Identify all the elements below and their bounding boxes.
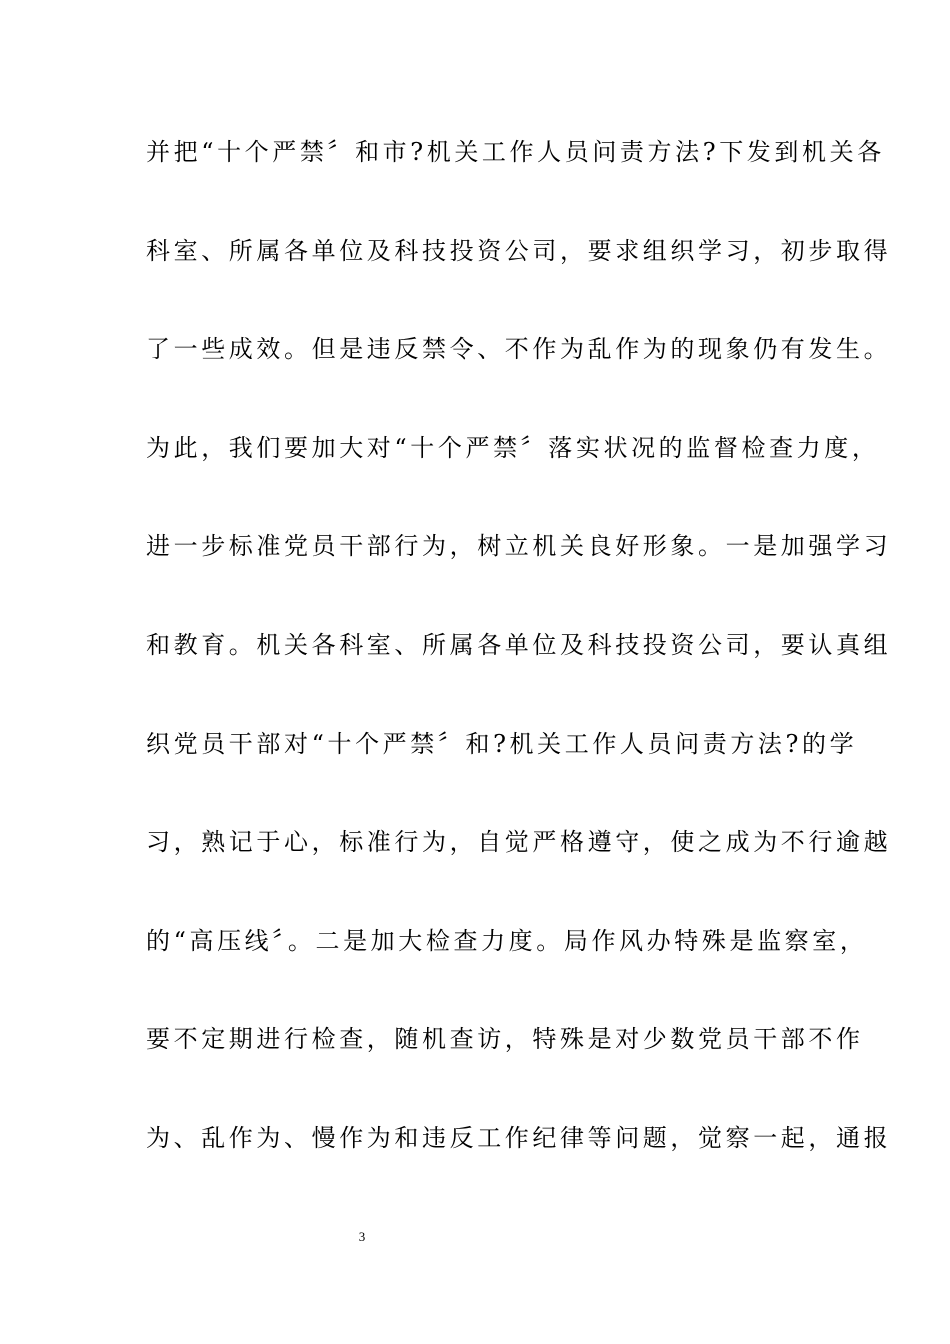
text-line-11: 为、乱作为、慢作为和违反工作纪律等问题，觉察一起，通报 xyxy=(146,1123,892,1152)
text-line-10: 要不定期进行检查，随机查访，特殊是对少数党员干部不作 xyxy=(146,1025,864,1054)
text-line-2: 科室、所属各单位及科技投资公司，要求组织学习，初步取得 xyxy=(146,236,892,265)
body-text xyxy=(146,131,892,1216)
text-line-8: 习，熟记于心，标准行为，自觉严格遵守，使之成为不行逾越 xyxy=(146,828,892,857)
text-line-7: 织党员干部对“十个严禁〞和?机关工作人员问责方法?的学 xyxy=(146,729,858,758)
text-line-3: 了一些成效。但是违反禁令、不作为乱作为的现象仍有发生。 xyxy=(146,335,892,364)
text-line-5: 进一步标准党员干部行为，树立机关良好形象。一是加强学习 xyxy=(146,532,892,561)
text-line-6: 和教育。机关各科室、所属各单位及科技投资公司，要认真组 xyxy=(146,630,892,659)
page-number: 3 xyxy=(358,1229,366,1244)
text-line-9: 的“高压线〞。二是加大检查力度。局作风办特殊是监察室， xyxy=(146,926,868,955)
text-line-1: 并把“十个严禁〞和市?机关工作人员问责方法?下发到机关各 xyxy=(146,138,885,166)
text-line-4: 为此，我们要加大对“十个严禁〞落实状况的监督检查力度， xyxy=(146,433,880,462)
